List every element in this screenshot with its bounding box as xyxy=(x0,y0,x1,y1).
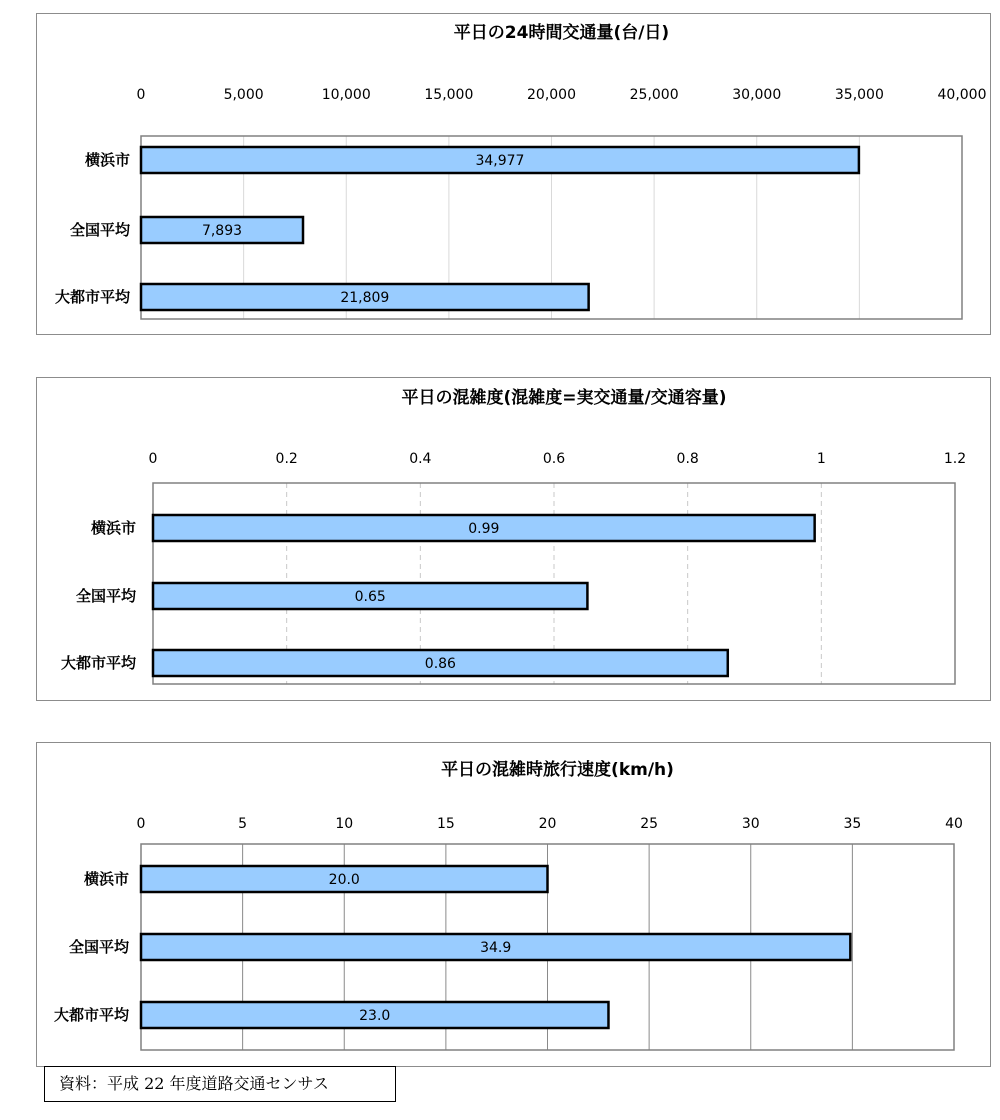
x-tick-label: 40 xyxy=(945,816,963,832)
source-note: 資料：平成 22 年度道路交通センサス xyxy=(44,1066,396,1102)
x-tick-label: 0.4 xyxy=(409,451,432,467)
chart-travel-speed xyxy=(37,743,990,1066)
x-tick-label: 35 xyxy=(843,816,862,832)
category-label: 全国平均 xyxy=(75,587,136,605)
chart-panel-congestion xyxy=(36,377,991,701)
x-tick-label: 20 xyxy=(538,816,557,832)
x-tick-label: 0.6 xyxy=(542,451,566,467)
category-label: 横浜市 xyxy=(90,519,136,537)
x-tick-label: 5 xyxy=(238,816,248,832)
chart-title: 平日の混雑度(混雑度=実交通量/交通容量) xyxy=(401,388,727,408)
data-label: 0.99 xyxy=(468,521,500,537)
x-tick-label: 0.8 xyxy=(676,451,699,467)
data-label: 20.0 xyxy=(328,872,360,888)
category-label: 横浜市 xyxy=(83,870,129,888)
x-tick-label: 0.2 xyxy=(275,451,298,467)
chart-congestion-degree xyxy=(37,378,990,700)
data-label: 7,893 xyxy=(201,223,243,239)
x-tick-label: 10 xyxy=(335,816,354,832)
chart-panel-traffic-volume xyxy=(36,13,991,335)
x-tick-label: 0 xyxy=(136,816,146,832)
x-tick-label: 1 xyxy=(816,451,826,467)
chart-title: 平日の24時間交通量(台/日) xyxy=(453,23,670,43)
x-tick-label: 10,000 xyxy=(321,87,371,103)
data-label: 0.65 xyxy=(354,589,386,605)
data-label: 21,809 xyxy=(340,290,390,306)
x-tick-label: 35,000 xyxy=(834,87,884,103)
x-tick-label: 40,000 xyxy=(937,87,987,103)
category-label: 全国平均 xyxy=(68,938,129,956)
x-tick-label: 25,000 xyxy=(629,87,679,103)
x-tick-label: 30,000 xyxy=(732,87,782,103)
x-tick-label: 1.2 xyxy=(943,451,967,467)
x-tick-label: 30 xyxy=(741,816,760,832)
category-label: 大都市平均 xyxy=(60,654,136,672)
x-tick-label: 0 xyxy=(136,87,146,103)
category-label: 全国平均 xyxy=(69,221,130,239)
chart-panel-travel-speed xyxy=(36,742,991,1067)
category-label: 大都市平均 xyxy=(54,288,130,306)
data-label: 34,977 xyxy=(475,153,525,169)
x-tick-label: 15 xyxy=(436,816,455,832)
category-label: 大都市平均 xyxy=(53,1006,129,1024)
data-label: 0.86 xyxy=(424,656,456,672)
x-tick-label: 20,000 xyxy=(527,87,576,103)
x-tick-label: 15,000 xyxy=(424,87,474,103)
category-label: 横浜市 xyxy=(84,151,130,169)
chart-title: 平日の混雑時旅行速度(km/h) xyxy=(441,760,674,780)
data-label: 23.0 xyxy=(359,1008,391,1024)
x-tick-label: 25 xyxy=(640,816,659,832)
data-label: 34.9 xyxy=(480,940,512,956)
x-tick-label: 5,000 xyxy=(223,87,264,103)
chart-traffic-volume xyxy=(37,14,990,334)
x-tick-label: 0 xyxy=(148,451,158,467)
